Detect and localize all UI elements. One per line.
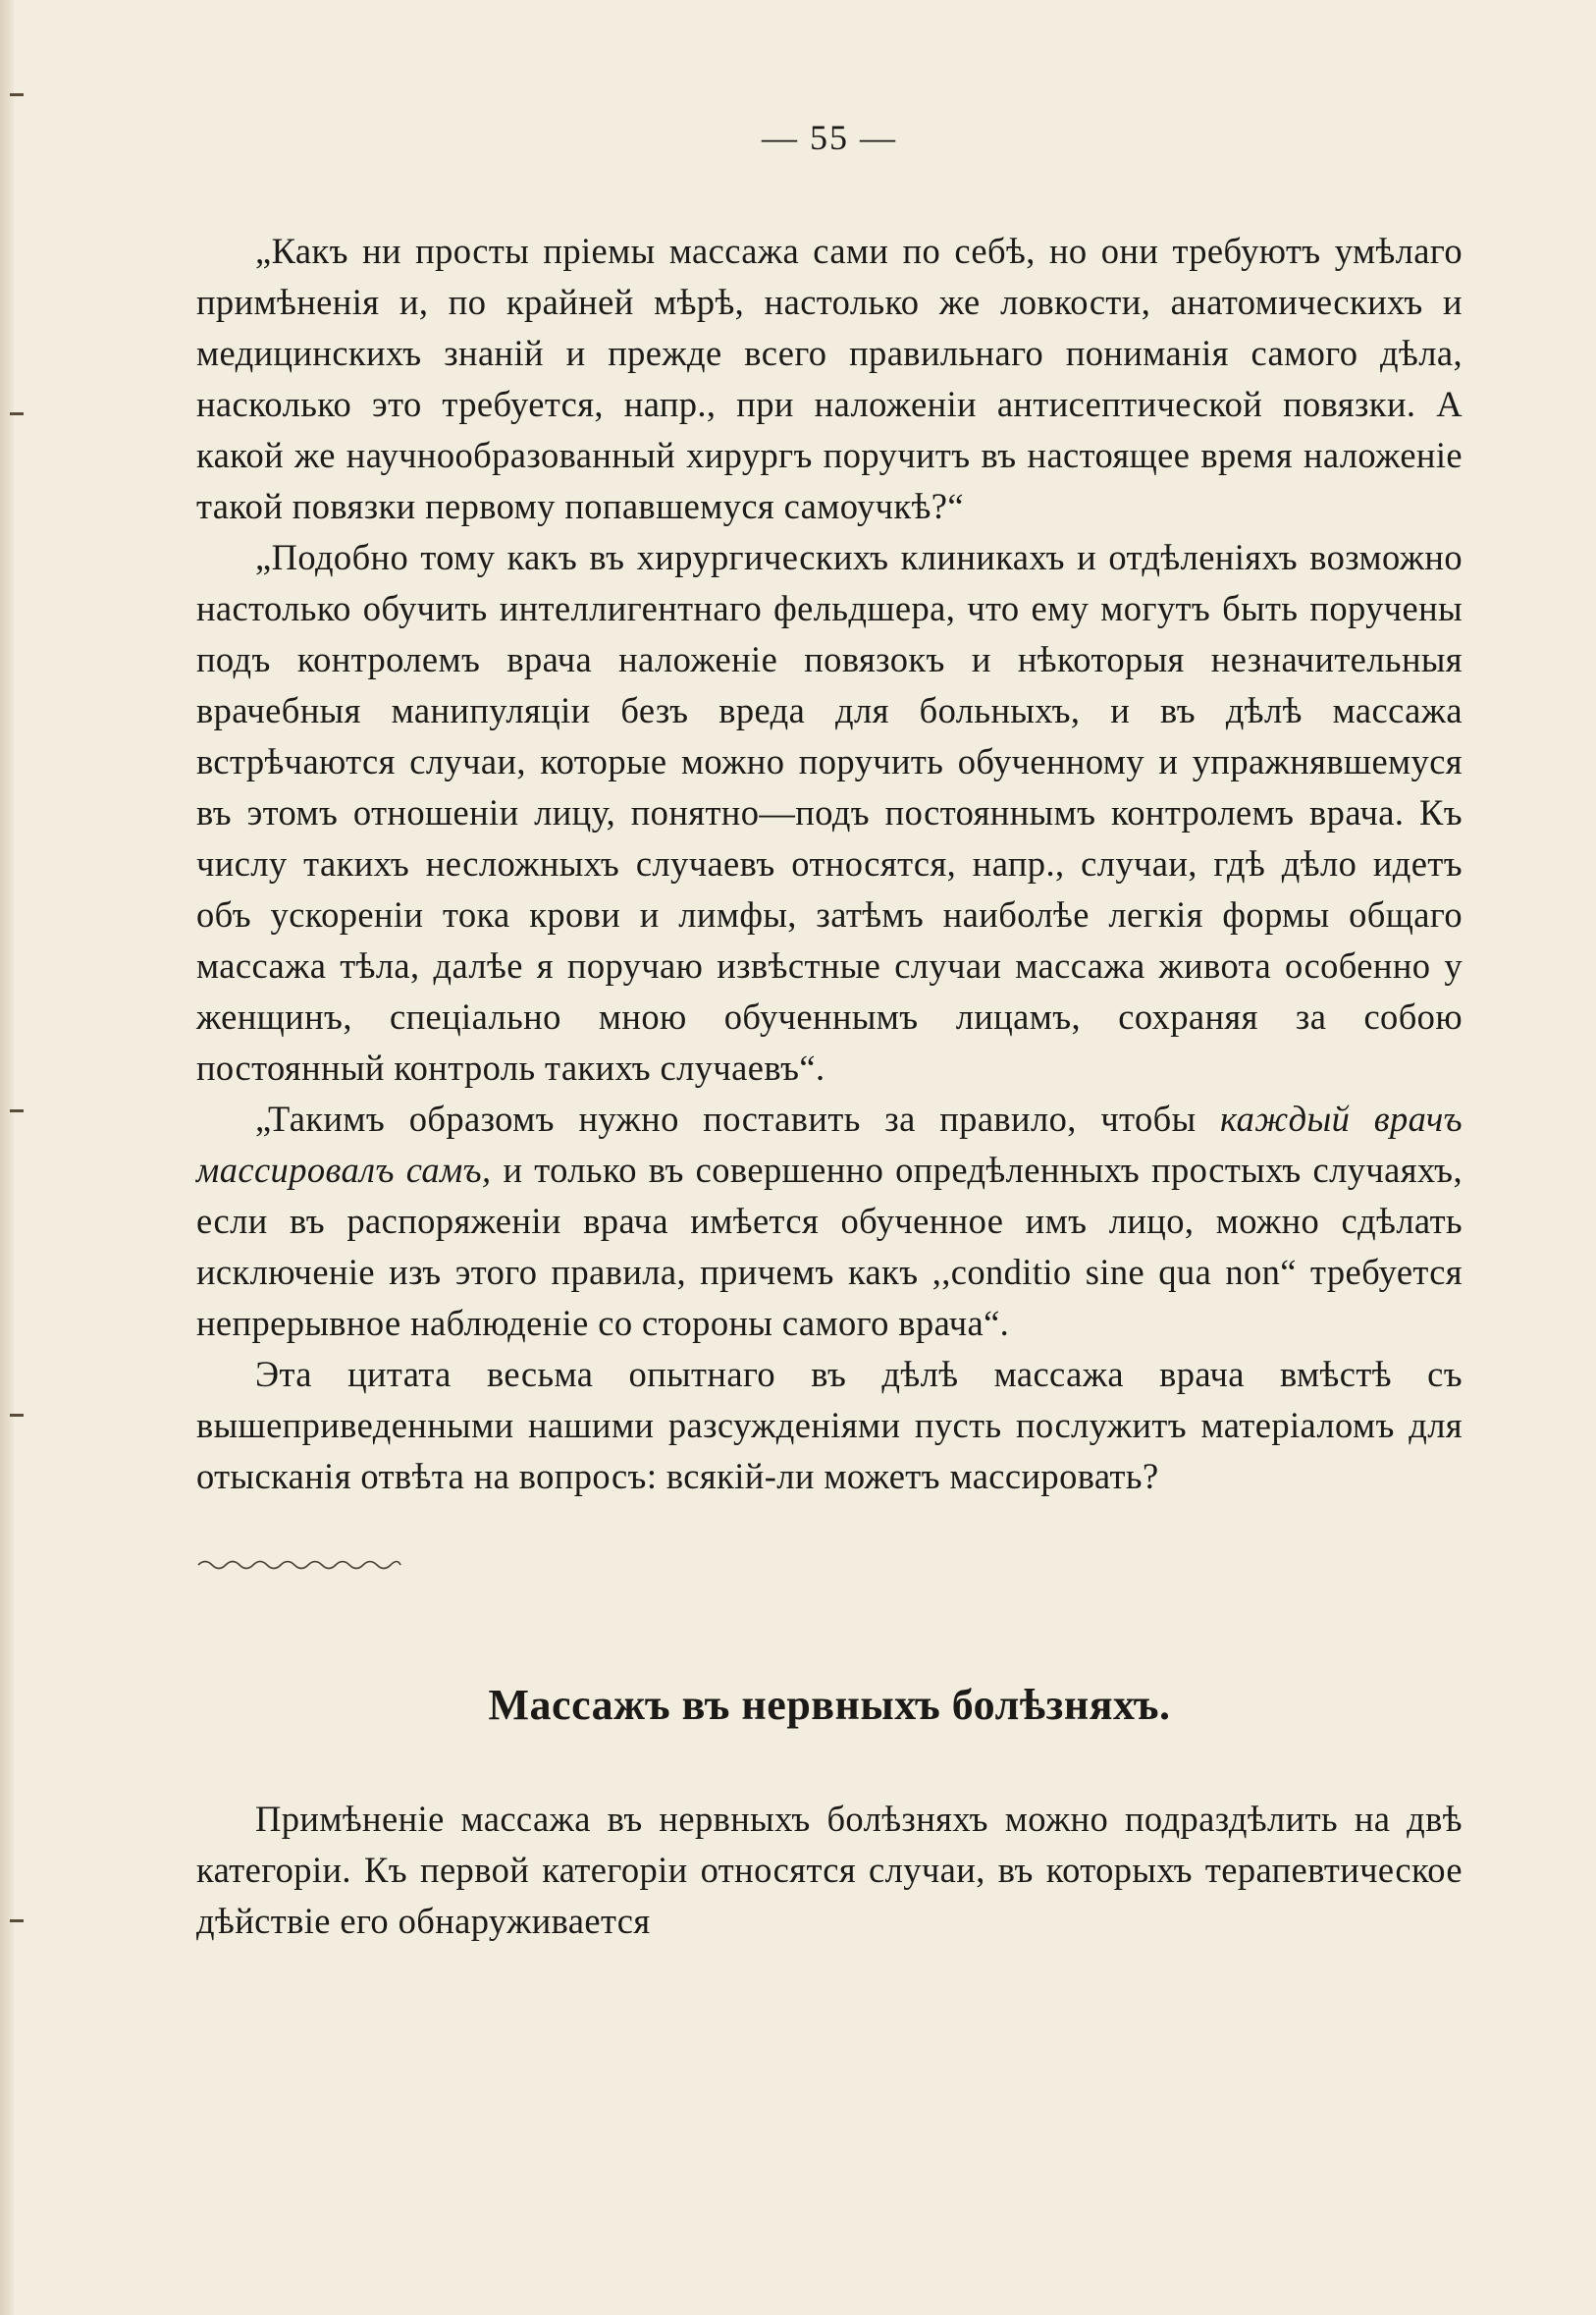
quote-paragraph-2: „Подобно тому какъ въ хирургическихъ клиникахъ и отдѣленіяхъ возможно настолько обучить интеллигентнаго фельдшера, что ему могутъ быть поручены подъ контролемъ врача наложеніе повязокъ и нѣкоторыя незначительныя врачебныя манипуляціи безъ вреда для больныхъ, и въ дѣлѣ массажа встрѣчаются случаи, которые можно поручить обученному и упражнявшемуся въ этомъ отношеніи лицу, понятно—подъ постояннымъ контролемъ врача. Къ числу такихъ несложныхъ случаевъ относятся, напр., случаи, гдѣ дѣло идетъ объ ускореніи тока крови и лимфы, затѣмъ наиболѣе легкія формы общаго массажа тѣла, далѣе я поручаю извѣстные случаи массажа живота особенно у женщинъ, спеціально мною обученнымъ лицамъ, сохраняя за собою постоянный контроль такихъ случаевъ“.	[196, 537, 1463, 1088]
conclusion-paragraph: Эта цитата весьма опытнаго въ дѣлѣ массажа врача вмѣстѣ съ вышеприведенными нашими разсужденіями пусть послужитъ матеріаломъ для отысканія отвѣта на вопросъ: всякій-ли можетъ массировать?	[196, 1354, 1463, 1496]
quote-paragraph-1: „Какъ ни просты пріемы массажа сами по себѣ, но они требуютъ умѣлаго примѣненія и, по крайней мѣрѣ, настолько же ловкости, анатомическихъ и медицинскихъ знаній и прежде всего правильнаго пониманія самого дѣла, насколько это требуется, напр., при наложеніи антисептической повязки. А какой же научнообразованный хирургъ поручитъ въ настоящее время наложеніе такой повязки первому попавшемуся самоучкѣ?“	[196, 231, 1463, 526]
paragraph-3-rest: и только въ совершенно опредѣленныхъ простыхъ случаяхъ, если въ распоряженіи врача имѣется обученное имъ лицо, можно сдѣлать исключеніе изъ этого правила, причемъ какъ ,,conditio sine qua non“ требуется непрерывное наблюденіе со стороны самого врача“.	[196, 1150, 1463, 1343]
page-content	[196, 108, 1463, 1947]
edge-mark	[10, 93, 24, 96]
section-title: Массажъ въ нервныхъ болѣзняхъ.	[488, 1681, 1171, 1729]
edge-mark	[10, 1919, 24, 1922]
paragraph-3-start: „Такимъ образомъ нужно поставить за правило, чтобы	[255, 1099, 1221, 1139]
edge-mark	[10, 1414, 24, 1417]
wave-ornament	[196, 1557, 402, 1573]
section-opening-paragraph: Примѣненіе массажа въ нервныхъ болѣзняхъ можно подраздѣлить на двѣ категоріи. Къ первой категоріи относятся случаи, въ которыхъ терапевтическое дѣйствіе его обнаруживается	[196, 1799, 1463, 1941]
edge-mark	[10, 412, 24, 415]
page-number: — 55 —	[762, 118, 897, 157]
page-binding-edge	[0, 0, 14, 2315]
edge-mark	[10, 1109, 24, 1112]
quote-paragraph-3	[196, 1094, 1463, 1349]
emphasized-phrase: каждый врачъ массировалъ самъ,	[196, 1099, 1463, 1190]
